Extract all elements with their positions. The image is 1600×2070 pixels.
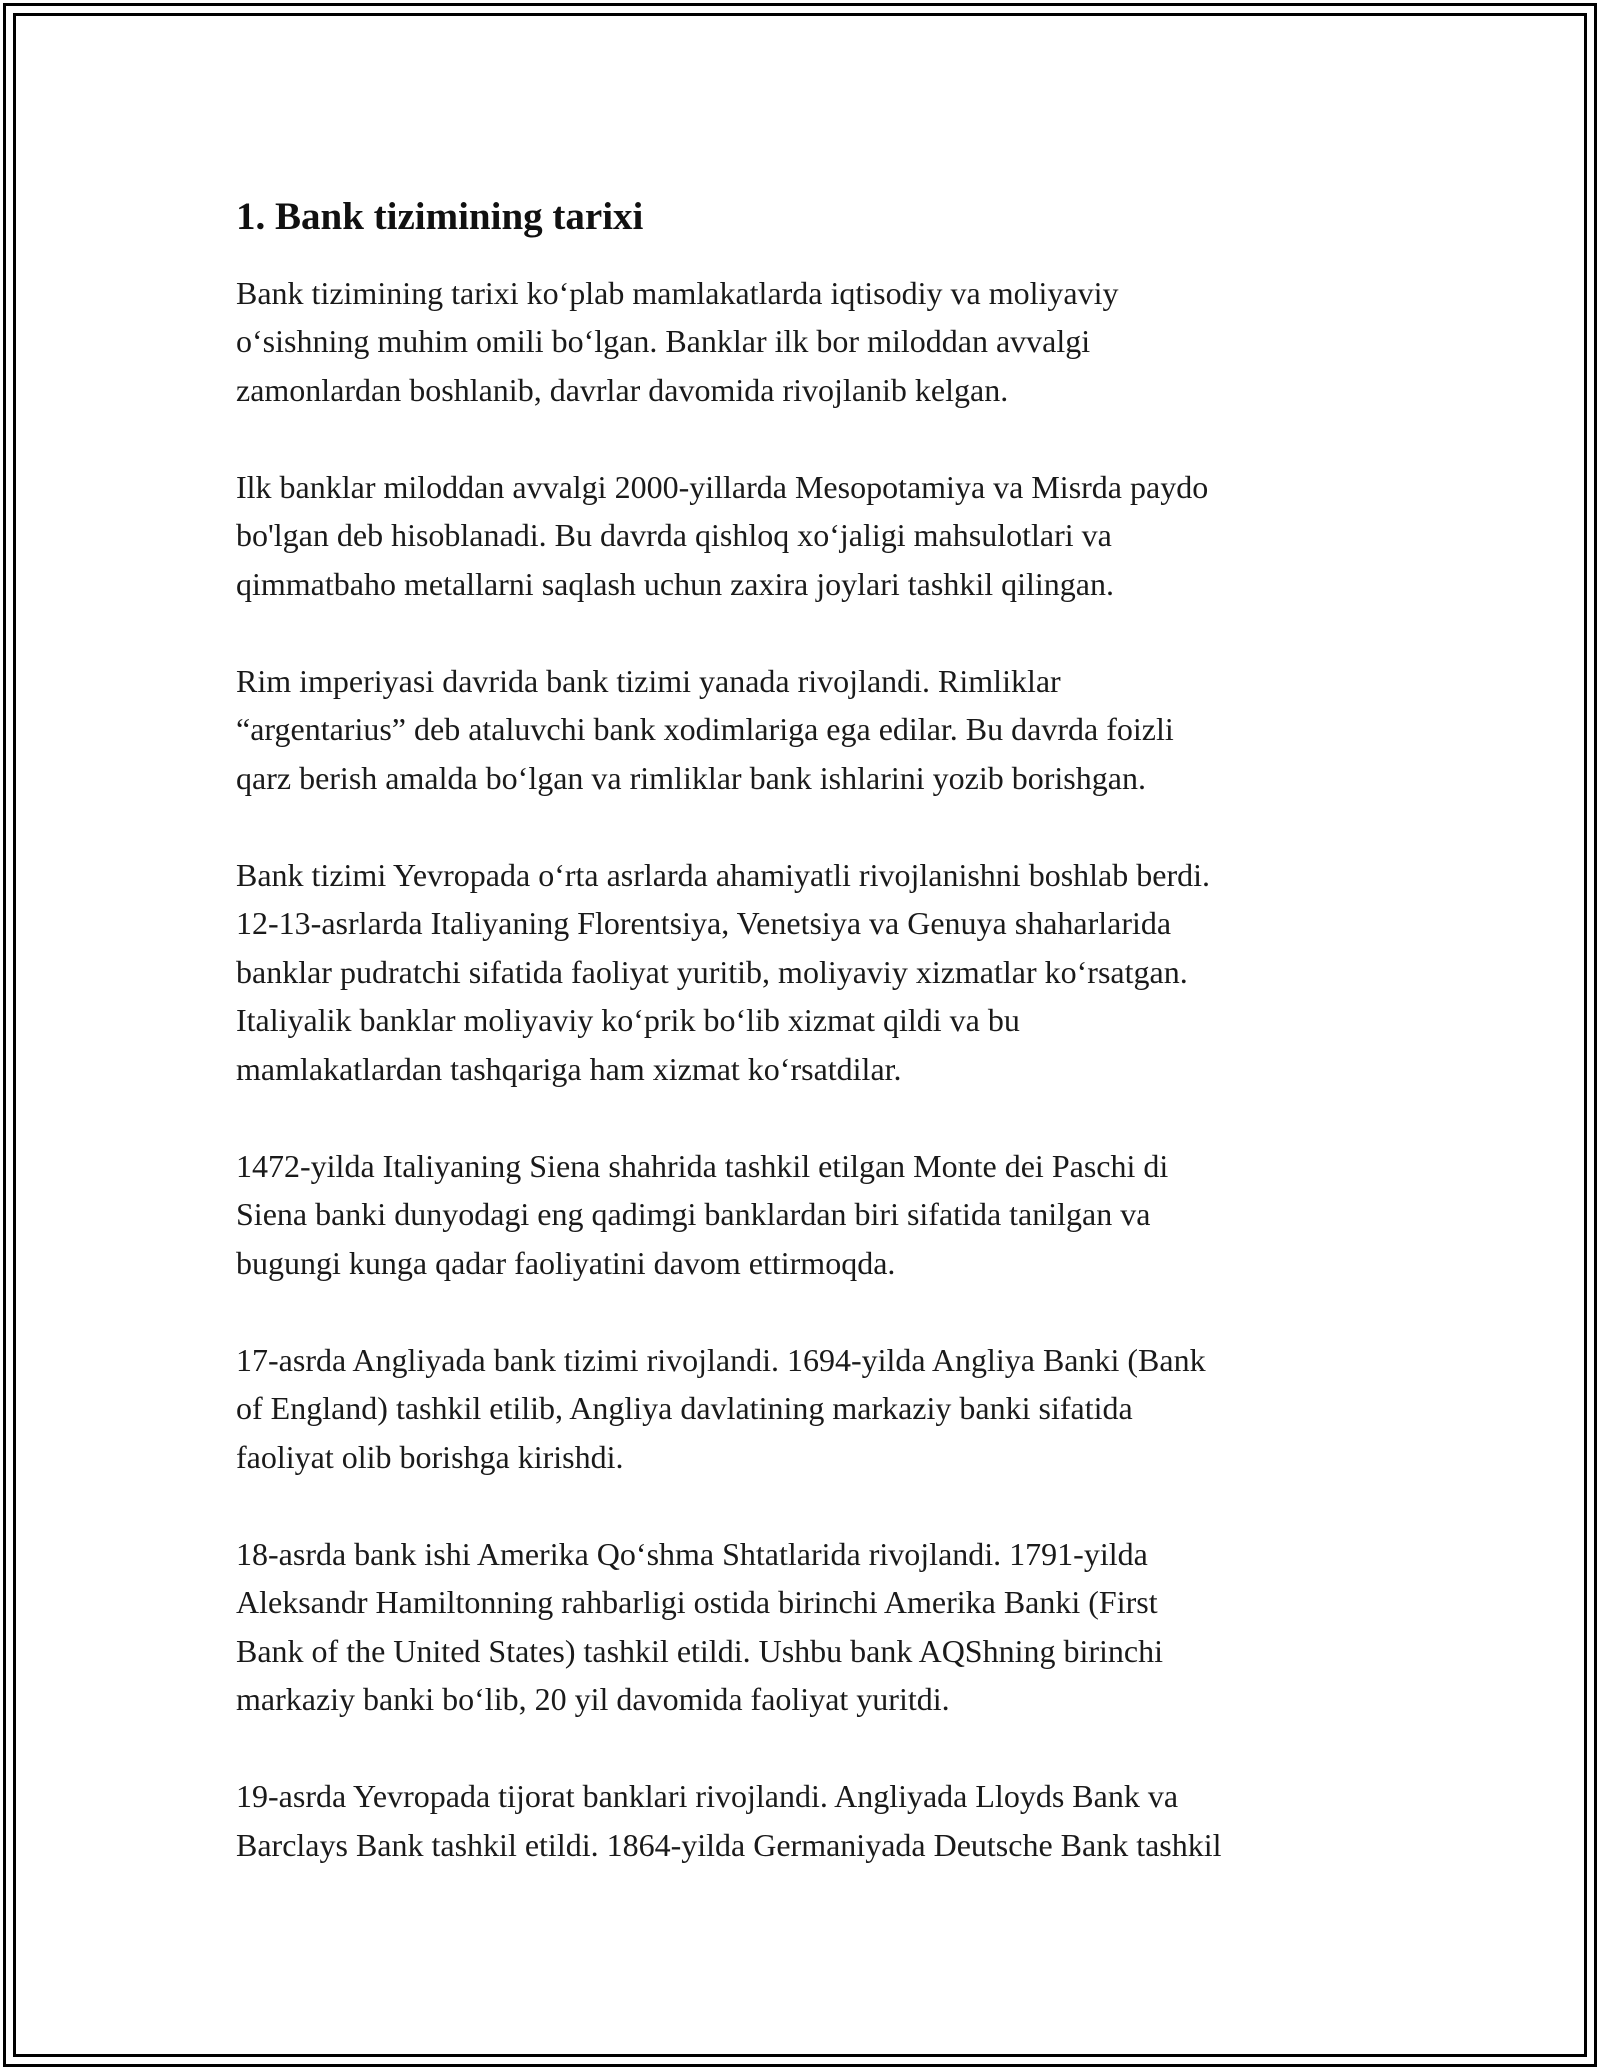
- text-line: Bank tizimining tarixi ko‘plab mamlakatlarda iqtisodiy va moliyaviy: [236, 274, 1119, 311]
- section-heading: 1. Bank tizimining tarixi: [236, 195, 644, 238]
- text-line: banklar pudratchi sifatida faoliyat yuritib, moliyaviy xizmatlar ko‘rsatgan.: [236, 953, 1188, 990]
- text-line: “argentarius” deb ataluvchi bank xodimlariga ega edilar. Bu davrda foizli: [236, 711, 1174, 748]
- document-body: [236, 180, 1376, 1918]
- text-line: of England) tashkil etilib, Angliya davlatining markaziy banki sifatida: [236, 1390, 1133, 1427]
- paragraph-early-banks: [236, 463, 1376, 609]
- text-line: o‘sishning muhim omili bo‘lgan. Banklar ilk bor miloddan avvalgi: [236, 323, 1091, 360]
- text-line: 19-asrda Yevropada tijorat banklari rivojlandi. Angliyada Lloyds Bank va: [236, 1778, 1179, 1815]
- paragraph-middle-ages: [236, 851, 1376, 1094]
- text-line: Barclays Bank tashkil etildi. 1864-yilda Germaniyada Deutsche Bank tashkil: [236, 1826, 1222, 1863]
- text-line: Bank tizimi Yevropada o‘rta asrlarda ahamiyatli rivojlanishni boshlab berdi.: [236, 856, 1210, 893]
- text-line: mamlakatlardan tashqariga ham xizmat ko‘rsatdilar.: [236, 1050, 902, 1087]
- paragraph-roman-empire: [236, 657, 1376, 803]
- text-line: bugungi kunga qadar faoliyatini davom ettirmoqda.: [236, 1244, 896, 1281]
- text-line: faoliyat olib borishga kirishdi.: [236, 1438, 624, 1475]
- paragraph-united-states: [236, 1530, 1376, 1724]
- text-line: Rim imperiyasi davrida bank tizimi yanada rivojlandi. Rimliklar: [236, 662, 1061, 699]
- text-line: Italiyalik banklar moliyaviy ko‘prik bo‘lib xizmat qildi va bu: [236, 1002, 1020, 1039]
- paragraph-england: [236, 1336, 1376, 1482]
- text-line: Aleksandr Hamiltonning rahbarligi ostida birinchi Amerika Banki (First: [236, 1584, 1158, 1621]
- text-line: 1472-yilda Italiyaning Siena shahrida tashkil etilgan Monte dei Paschi di: [236, 1147, 1169, 1184]
- text-line: Siena banki dunyodagi eng qadimgi banklardan biri sifatida tanilgan va: [236, 1196, 1151, 1233]
- paragraph-commercial-banks: [236, 1772, 1376, 1869]
- text-line: 17-asrda Angliyada bank tizimi rivojlandi. 1694-yilda Angliya Banki (Bank: [236, 1341, 1206, 1378]
- text-line: bo'lgan deb hisoblanadi. Bu davrda qishloq xo‘jaligi mahsulotlari va: [236, 517, 1112, 554]
- text-line: Bank of the United States) tashkil etildi. Ushbu bank AQShning birinchi: [236, 1632, 1164, 1669]
- text-line: qimmatbaho metallarni saqlash uchun zaxira joylari tashkil qilingan.: [236, 565, 1114, 602]
- text-line: Ilk banklar miloddan avvalgi 2000-yillarda Mesopotamiya va Misrda paydo: [236, 468, 1209, 505]
- text-line: zamonlardan boshlanib, davrlar davomida rivojlanib kelgan.: [236, 371, 1009, 408]
- text-line: markaziy banki bo‘lib, 20 yil davomida faoliyat yuritdi.: [236, 1681, 950, 1718]
- paragraph-siena: [236, 1142, 1376, 1288]
- text-line: qarz berish amalda bo‘lgan va rimliklar bank ishlarini yozib borishgan.: [236, 759, 1146, 796]
- text-line: 12-13-asrlarda Italiyaning Florentsiya, Venetsiya va Genuya shaharlarida: [236, 905, 1172, 942]
- text-line: 18-asrda bank ishi Amerika Qo‘shma Shtatlarida rivojlandi. 1791-yilda: [236, 1535, 1148, 1572]
- paragraph-intro: [236, 269, 1376, 415]
